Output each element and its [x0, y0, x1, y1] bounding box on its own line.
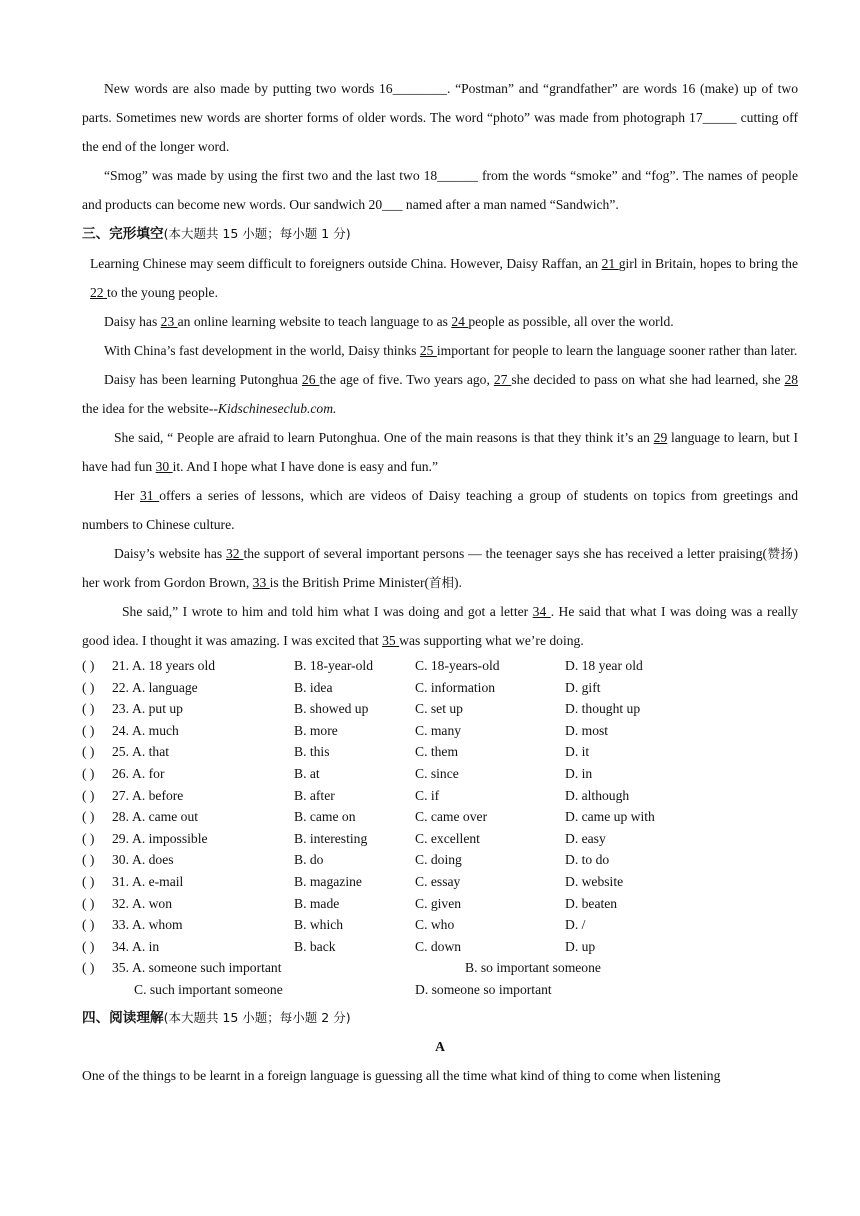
- blank-28: 28: [784, 372, 799, 387]
- option-c: C. doing: [415, 852, 462, 868]
- option-a: A. won: [132, 895, 173, 911]
- chinese-gloss: 赞扬: [767, 546, 794, 561]
- text: is the British Prime Minister(: [269, 575, 429, 590]
- section-4-heading: [82, 1003, 798, 1033]
- option-a: A. that: [132, 744, 169, 760]
- option-b: B. back: [294, 938, 336, 954]
- text: the age of five. Two years ago,: [319, 372, 494, 387]
- question-row: [82, 936, 798, 958]
- option-c: C. if: [415, 787, 440, 803]
- option-b: B. which: [294, 917, 344, 933]
- question-row: [82, 914, 798, 936]
- text: was supporting what we’re doing.: [399, 633, 584, 648]
- option-c: C. given: [415, 895, 462, 911]
- question-number: 21.: [112, 658, 129, 673]
- blank-21: 21: [601, 256, 619, 271]
- blank-31: 31: [139, 488, 160, 503]
- text: Daisy has been learning Putonghua: [104, 372, 302, 387]
- option-a: A. e-mail: [132, 873, 184, 889]
- question-number: 25.: [112, 744, 129, 760]
- blank-30: 30: [155, 459, 173, 474]
- answer-bracket[interactable]: ( ): [82, 744, 95, 760]
- option-a: A. for: [132, 765, 165, 781]
- text: to the young people.: [107, 285, 218, 300]
- option-c: C. such important someone: [134, 981, 283, 997]
- text: She said, “ People are afraid to learn Putonghua. One of the main reasons is that they think it’s an: [114, 430, 654, 445]
- answer-bracket[interactable]: ( ): [82, 852, 95, 868]
- question-row: [82, 741, 798, 763]
- option-d: D. it: [565, 744, 590, 760]
- option-b: B. do: [294, 852, 324, 868]
- option-b: B. at: [294, 765, 320, 781]
- passage-paragraph-1: [82, 249, 798, 307]
- text: She said,” I wrote to him and told him what I was doing and got a letter: [122, 604, 533, 619]
- section-3-heading: [82, 219, 798, 249]
- option-c: C. 18-years-old: [415, 658, 500, 673]
- question-number: 28.: [112, 809, 129, 825]
- section-4-note: (本大题共 15 小题；每小题 2 分): [163, 1009, 351, 1025]
- question-number: 22.: [112, 679, 129, 695]
- option-c: C. down: [415, 938, 462, 954]
- option-b: B. so important someone: [465, 960, 601, 976]
- question-number: 23.: [112, 701, 129, 717]
- option-a: A. before: [132, 787, 184, 803]
- option-b: B. showed up: [294, 701, 369, 717]
- section-4-title: 四、阅读理解: [82, 1009, 164, 1026]
- question-number: 34.: [112, 938, 129, 954]
- option-b: B. came on: [294, 809, 356, 825]
- text: Daisy’s website has: [114, 546, 226, 561]
- answer-bracket[interactable]: ( ): [82, 873, 95, 889]
- passage-paragraph-6: [82, 481, 798, 539]
- option-a: A. someone such important: [132, 960, 282, 976]
- text: people as possible, all over the world.: [468, 314, 674, 329]
- option-a: A. in: [132, 938, 160, 954]
- text: With China’s fast development in the world, Daisy thinks: [104, 343, 420, 358]
- blank-35: 35: [382, 633, 400, 648]
- option-c: C. since: [415, 765, 459, 781]
- blank-34: 34: [532, 604, 551, 619]
- option-b: B. made: [294, 895, 340, 911]
- option-d: D. up: [565, 938, 596, 954]
- answer-bracket[interactable]: ( ): [82, 787, 95, 803]
- blank-25: 25: [419, 343, 437, 358]
- chinese-gloss: 首相: [429, 575, 455, 590]
- reading-passage-heading: A: [435, 1038, 445, 1054]
- option-d: D. 18 year old: [565, 658, 643, 673]
- option-a: A. whom: [132, 917, 183, 933]
- text: the support of several important persons — the teenager says she has received a letter praising(: [243, 546, 768, 561]
- document-page: [82, 74, 798, 1090]
- question-row: [82, 893, 798, 915]
- question-number: 24.: [112, 722, 129, 738]
- option-b: B. interesting: [294, 830, 368, 846]
- answer-bracket[interactable]: ( ): [82, 765, 95, 781]
- text: an online learning website to teach language to as: [177, 314, 452, 329]
- answer-bracket[interactable]: ( ): [82, 809, 95, 825]
- option-d: D. although: [565, 787, 630, 803]
- text: language to learn, but I have had fun: [82, 430, 798, 474]
- intro-paragraph-1: New words are also made by putting two words 16________. “Postman” and “grandfather” are words 16 (make) up of two parts. Sometimes new words are shorter forms of older words. The word “photo” was made from photograph 17_____ cutting off the end of the longer word.: [82, 81, 798, 154]
- question-row: [82, 785, 798, 807]
- question-row: [82, 806, 798, 828]
- text: she decided to pass on what she had learned, she: [511, 372, 785, 387]
- answer-bracket[interactable]: ( ): [82, 960, 95, 976]
- answer-bracket[interactable]: ( ): [82, 917, 95, 933]
- question-number: 33.: [112, 917, 129, 933]
- option-a: A. language: [132, 679, 198, 695]
- text: offers a series of lessons, which are videos of Daisy teaching a group of students on topics from greetings and numbers to Chinese culture.: [82, 488, 798, 532]
- question-number: 31.: [112, 873, 129, 889]
- question-row-35-cont: [82, 979, 798, 1001]
- option-b: B. 18-year-old: [294, 658, 374, 673]
- question-row: [82, 655, 798, 677]
- option-b: B. more: [294, 722, 338, 738]
- option-d: D. website: [565, 873, 624, 889]
- passage-paragraph-7: [82, 539, 798, 597]
- question-number: 26.: [112, 765, 129, 781]
- question-number: 27.: [112, 787, 129, 803]
- option-b: B. after: [294, 787, 335, 803]
- question-number: 29.: [112, 830, 129, 846]
- option-b: B. magazine: [294, 873, 362, 889]
- option-d: D. beaten: [565, 895, 618, 911]
- question-row: [82, 849, 798, 871]
- text: ).: [454, 575, 462, 590]
- question-number: 32.: [112, 895, 129, 911]
- question-row: [82, 763, 798, 785]
- option-d: D. easy: [565, 830, 606, 846]
- option-a: A. much: [132, 722, 179, 738]
- option-c: C. came over: [415, 809, 488, 825]
- question-list: [82, 655, 798, 1001]
- section-3-title: 三、完形填空: [82, 226, 164, 242]
- question-number: 35.: [112, 960, 129, 976]
- blank-32: 32: [226, 546, 244, 561]
- option-c: C. set up: [415, 701, 463, 717]
- passage-paragraph-3: [82, 336, 798, 365]
- text: it. And I hope what I have done is easy and fun.”: [172, 459, 438, 474]
- option-d: D. to do: [565, 852, 610, 868]
- passage-paragraph-5: [82, 423, 798, 481]
- option-d: D. came up with: [565, 809, 655, 825]
- option-a: A. 18 years old: [132, 658, 216, 673]
- option-d: D. /: [565, 917, 586, 933]
- answer-bracket[interactable]: ( ): [82, 658, 95, 673]
- question-row: [82, 828, 798, 850]
- intro-paragraph-2: “Smog” was made by using the first two and the last two 18______ from the words “smoke” and “fog”. The names of people and products can become new words. Our sandwich 20___ named after a man named “Sandwich”.: [82, 168, 798, 212]
- option-b: B. idea: [294, 679, 333, 695]
- answer-bracket[interactable]: ( ): [82, 938, 95, 954]
- reading-passage-text: One of the things to be learnt in a foreign language is guessing all the time what kind of thing to come when listening: [82, 1067, 721, 1083]
- passage-paragraph-8: [82, 597, 798, 655]
- blank-33: 33: [252, 575, 270, 590]
- blank-26: 26: [301, 372, 320, 387]
- option-d: D. gift: [565, 679, 601, 695]
- text: important for people to learn the language sooner rather than later.: [436, 343, 798, 358]
- passage-paragraph-4: [82, 365, 798, 423]
- answer-bracket[interactable]: ( ): [82, 895, 95, 911]
- option-c: C. information: [415, 679, 496, 695]
- question-row: [82, 698, 798, 720]
- blank-27: 27: [493, 372, 512, 387]
- option-c: C. essay: [415, 873, 461, 889]
- answer-bracket[interactable]: ( ): [82, 830, 95, 846]
- question-row: [82, 720, 798, 742]
- option-d: D. someone so important: [415, 981, 552, 997]
- option-a: A. put up: [132, 701, 183, 717]
- answer-bracket[interactable]: ( ): [82, 679, 95, 695]
- question-number: 30.: [112, 852, 129, 868]
- blank-29: 29: [653, 430, 668, 445]
- section-3-note: (本大题共 15 小题；每小题 1 分): [163, 226, 351, 241]
- option-c: C. many: [415, 722, 462, 738]
- passage-paragraph-2: [82, 307, 798, 336]
- option-a: A. came out: [132, 809, 199, 825]
- text: girl in Britain, hopes to bring the: [618, 256, 798, 271]
- question-row: [82, 871, 798, 893]
- option-c: C. them: [415, 744, 459, 760]
- blank-23: 23: [160, 314, 178, 329]
- answer-bracket[interactable]: ( ): [82, 701, 95, 717]
- question-row-35: [82, 957, 798, 979]
- option-a: A. does: [132, 852, 174, 868]
- option-a: A. impossible: [132, 830, 208, 846]
- option-b: B. this: [294, 744, 330, 760]
- website-name: Kidschineseclub.com.: [217, 401, 337, 416]
- option-d: D. in: [565, 765, 593, 781]
- option-d: D. most: [565, 722, 609, 738]
- text: the idea for the website--: [82, 401, 218, 416]
- text: Learning Chinese may seem difficult to foreigners outside China. However, Daisy Raffan, an: [90, 256, 602, 271]
- text: ) her work from Gordon Brown,: [82, 546, 798, 590]
- question-row: [82, 677, 798, 699]
- blank-22: 22: [90, 285, 107, 300]
- option-d: D. thought up: [565, 701, 641, 717]
- answer-bracket[interactable]: ( ): [82, 722, 95, 738]
- option-c: C. excellent: [415, 830, 480, 846]
- text: Her: [114, 488, 140, 503]
- blank-24: 24: [451, 314, 469, 329]
- option-c: C. who: [415, 917, 455, 933]
- text: . He said that what I was doing was a really good idea. I thought it was amazing. I was excited that: [82, 604, 798, 648]
- text: Daisy has: [104, 314, 161, 329]
